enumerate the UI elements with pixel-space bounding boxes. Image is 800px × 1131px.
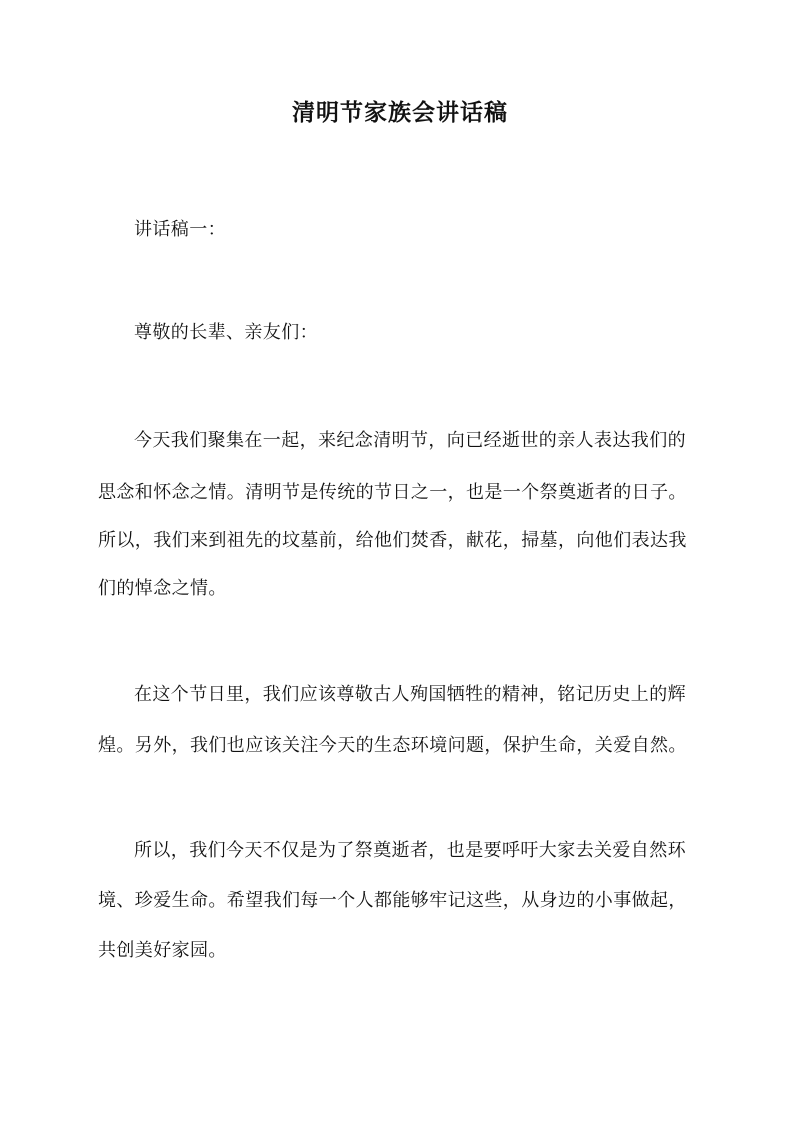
- paragraph-1-line-1: 今天我们聚集在一起，来纪念清明节，向已经逝世的亲人表达我们的: [134, 430, 686, 451]
- paragraph-2-line-2: 煌。另外，我们也应该关注今天的生态环境问题，保护生命，关爱自然。: [98, 735, 687, 756]
- paragraph-1-line-2: 思念和怀念之情。清明节是传统的节日之一，也是一个祭奠逝者的日子。: [98, 482, 687, 503]
- salutation: 尊敬的长辈、亲友们：: [134, 322, 318, 343]
- document-title: 清明节家族会讲话稿: [292, 99, 508, 126]
- paragraph-1-line-4: 们的悼念之情。: [98, 578, 227, 599]
- paragraph-3-line-3: 共创美好家园。: [98, 940, 227, 961]
- section-label: 讲话稿一：: [134, 219, 226, 240]
- paragraph-3-line-1: 所以，我们今天不仅是为了祭奠逝者，也是要呼吁大家去关爱自然环: [134, 840, 686, 861]
- paragraph-3-line-2: 境、珍爱生命。希望我们每一个人都能够牢记这些，从身边的小事做起，: [98, 890, 687, 911]
- paragraph-1-line-3: 所以，我们来到祖先的坟墓前，给他们焚香，献花，掃墓，向他们表达我: [98, 530, 687, 551]
- paragraph-2-line-1: 在这个节日里，我们应该尊敬古人殉国牺牲的精神，铭记历史上的辉: [134, 684, 686, 705]
